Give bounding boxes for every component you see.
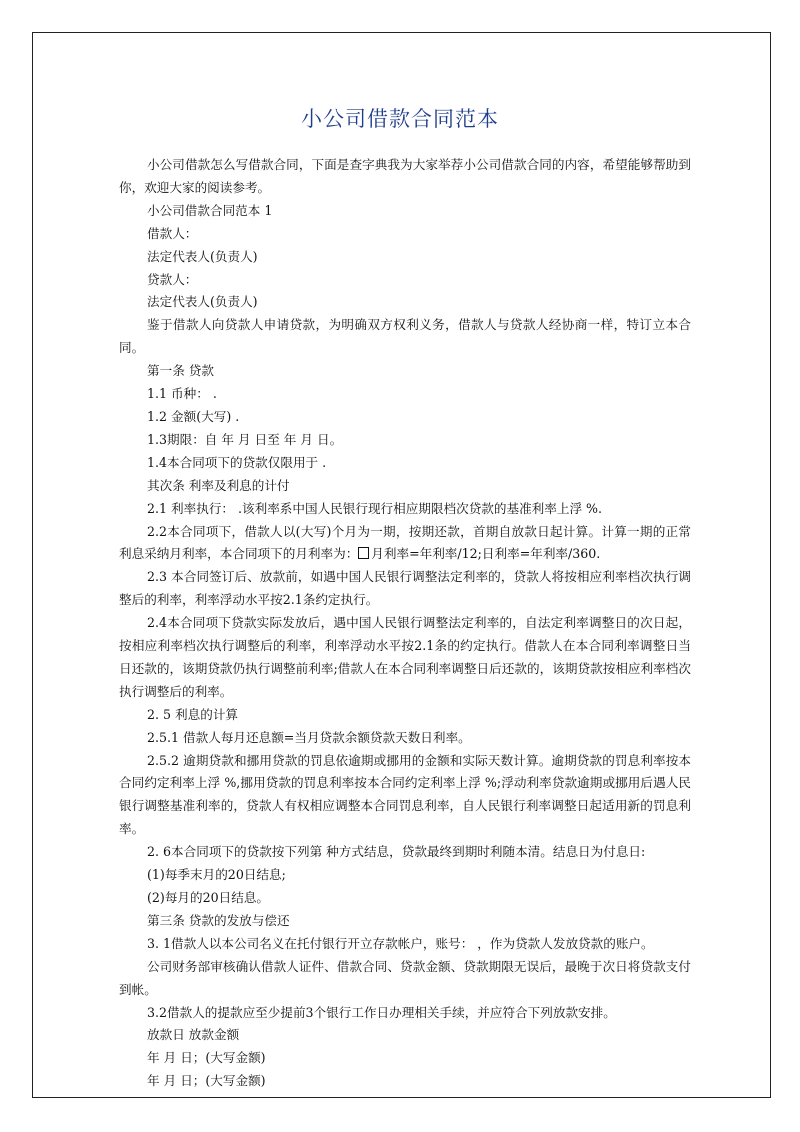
paragraph: 鉴于借款人向贷款人申请贷款，为明确双方权利义务，借款人与贷款人经协商一样，特订立本合同。 [119,317,691,356]
paragraph: 年 月 日；(大写金额) [147,1073,266,1089]
paragraph: (2)每月的20日结息。 [147,890,270,905]
paragraph: 2. 5 利息的计算 [147,706,239,722]
paragraph: 1.4本合同项下的贷款仅限用于 . [147,454,327,470]
paragraph: 年 月 日；(大写金额) [147,1050,266,1066]
paragraph: 借款人： [147,225,198,241]
paragraph: 第一条 贷款 [147,363,214,379]
paragraph: 2.3 本合同签订后、放款前，如遇中国人民银行调整法定利率的，贷款人将按相应利率档次执行调整后的利率，利率浮动水平按2.1条约定执行。 [119,569,691,608]
paragraph: 1.2 金额(大写) . [147,408,240,424]
paragraph: 3.2借款人的提款应至少提前3个银行工作日办理相关手续，并应符合下列放款安排。 [147,1004,616,1020]
paragraph-2-2 [119,521,691,567]
paragraph: 其次条 利率及利息的计付 [147,477,290,493]
paragraph: 2.4本合同项下贷款实际发放后，遇中国人民银行调整法定利率的，自法定利率调整日的次日起，按相应利率档次执行调整后的利率，利率浮动水平按2.1条的约定执行。借款人在本合同利率调整日当日还款的，该期贷款仍执行调整前利率;借款人在本合同利率调整日后还款的，该期贷款按相应利率档次执行调整后的利率。 [119,615,691,699]
paragraph: 3. 1借款人以本公司名义在托付银行开立存款帐户，账号： ，作为贷款人发放贷款的账户。 [147,935,654,951]
paragraph: 放款日 放款金额 [147,1027,240,1043]
paragraph: 公司财务部审核确认借款人证件、借款合同、贷款金额、贷款期限无误后，最晚于次日将贷款支付到帐。 [119,958,691,997]
document-title: 小公司借款合同范本 [301,107,499,131]
paragraph: 小公司借款合同范本 1 [147,202,273,218]
paragraph: 第三条 贷款的发放与偿还 [147,912,290,928]
formula-text: 月利率=年利率/12;日利率=年利率/360. [371,546,601,562]
paragraph: 2.1 利率执行： .该利率系中国人民银行现行相应期限档次贷款的基准利率上浮 %. [147,500,603,516]
paragraph: 1.1 币种： . [147,386,217,402]
paragraph: 法定代表人(负责人) [147,294,258,310]
paragraph: 2.5.2 逾期贷款和挪用贷款的罚息依逾期或挪用的金额和实际天数计算。逾期贷款的罚息利率按本合同约定利率上浮 %,挪用贷款的罚息利率按本合同约定利率上浮 %;浮动利率贷款逾期或挪用后遇人民银行调整基准利率的，贷款人有权相应调整本合同罚息利率，自人民银行利率调整日起适用新的罚息利率。 [119,752,691,837]
document-body [119,154,691,1093]
paragraph: 法定代表人(负责人) [147,248,258,264]
paragraph: 小公司借款怎么写借款合同，下面是查字典我为大家举荐小公司借款合同的内容，希望能够帮助到你，欢迎大家的阅读参考。 [119,157,691,195]
paragraph: (1)每季末月的20日结息; [147,867,286,883]
paragraph: 1.3期限：自 年 月 日至 年 月 日。 [147,431,343,447]
checkbox-glyph [358,547,369,559]
paragraph-text: 2.2本合同项下，借款人以(大写)个月为一期，按期还款，首期自放款日起计算。计算一期的正常利息采纳月利率，本合同项下的月利率为： [119,523,691,562]
paragraph: 2. 6本合同项下的贷款按下列第 种方式结息，贷款最终到期时利随本清。结息日为付息日: [147,844,646,860]
paragraph: 贷款人： [147,271,198,287]
paragraph: 2.5.1 借款人每月还息额=当月贷款余额贷款天数日利率。 [147,729,471,745]
